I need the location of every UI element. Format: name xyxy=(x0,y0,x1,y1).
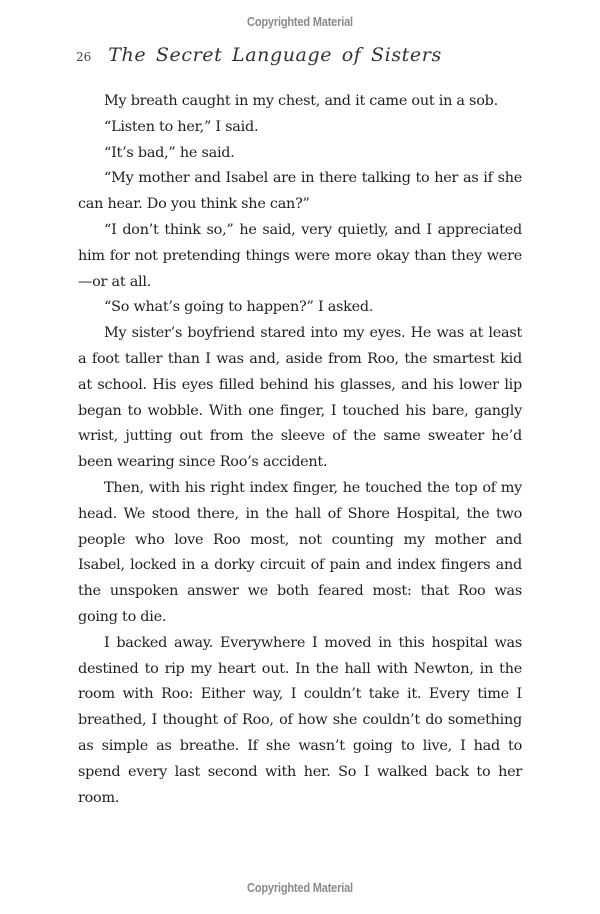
running-head xyxy=(76,44,442,74)
paragraph: “It’s bad,” he said. xyxy=(104,144,235,161)
paragraph: “My mother and Isabel are in there talking to her as if she can hear. Do you think she can?” xyxy=(78,170,522,213)
copyright-watermark-bottom: Copyrighted Material xyxy=(247,881,353,895)
paragraph: “I don’t think so,” he said, very quietly, and I appreciated him for not pretending things were more okay than they were—or at all. xyxy=(78,221,522,290)
page-number: 26 xyxy=(76,50,92,64)
paragraph: My breath caught in my chest, and it came out in a sob. xyxy=(104,93,498,109)
paragraph: I backed away. Everywhere I moved in this hospital was destined to rip my heart out. In the hall with Newton, in the room with Roo: Either way, I couldn’t take it. Every time I breathed, I thought of Roo, of how she couldn’t do something as simple as breathe. If she wasn’t going to live, I had to spend every last second with her. So I walked back to her room. xyxy=(78,634,522,806)
copyright-watermark-top: Copyrighted Material xyxy=(247,15,353,29)
paragraph: “So what’s going to happen?” I asked. xyxy=(104,299,374,316)
paragraph: “Listen to her,” I said. xyxy=(104,118,259,135)
paragraph: Then, with his right index finger, he touched the top of my head. We stood there, in the hall of Shore Hospital, the two people who love Roo most, not counting my mother and Isabel, locked in a dorky circuit of pain and index fingers and the unspoken answer we both feared most: that Roo was going to die. xyxy=(78,479,522,625)
paragraph: My sister’s boyfriend stared into my eyes. He was at least a foot taller than I was and, aside from Roo, the smartest kid at school. His eyes filled behind his glasses, and his lower lip began to wobble. With one finger, I touched his bare, gangly wrist, jutting out from the sleeve of the same sweater he’d been wearing since Roo’s accident. xyxy=(78,325,522,471)
book-title: The Secret Language of Sisters xyxy=(108,44,442,66)
body-text xyxy=(78,89,522,811)
